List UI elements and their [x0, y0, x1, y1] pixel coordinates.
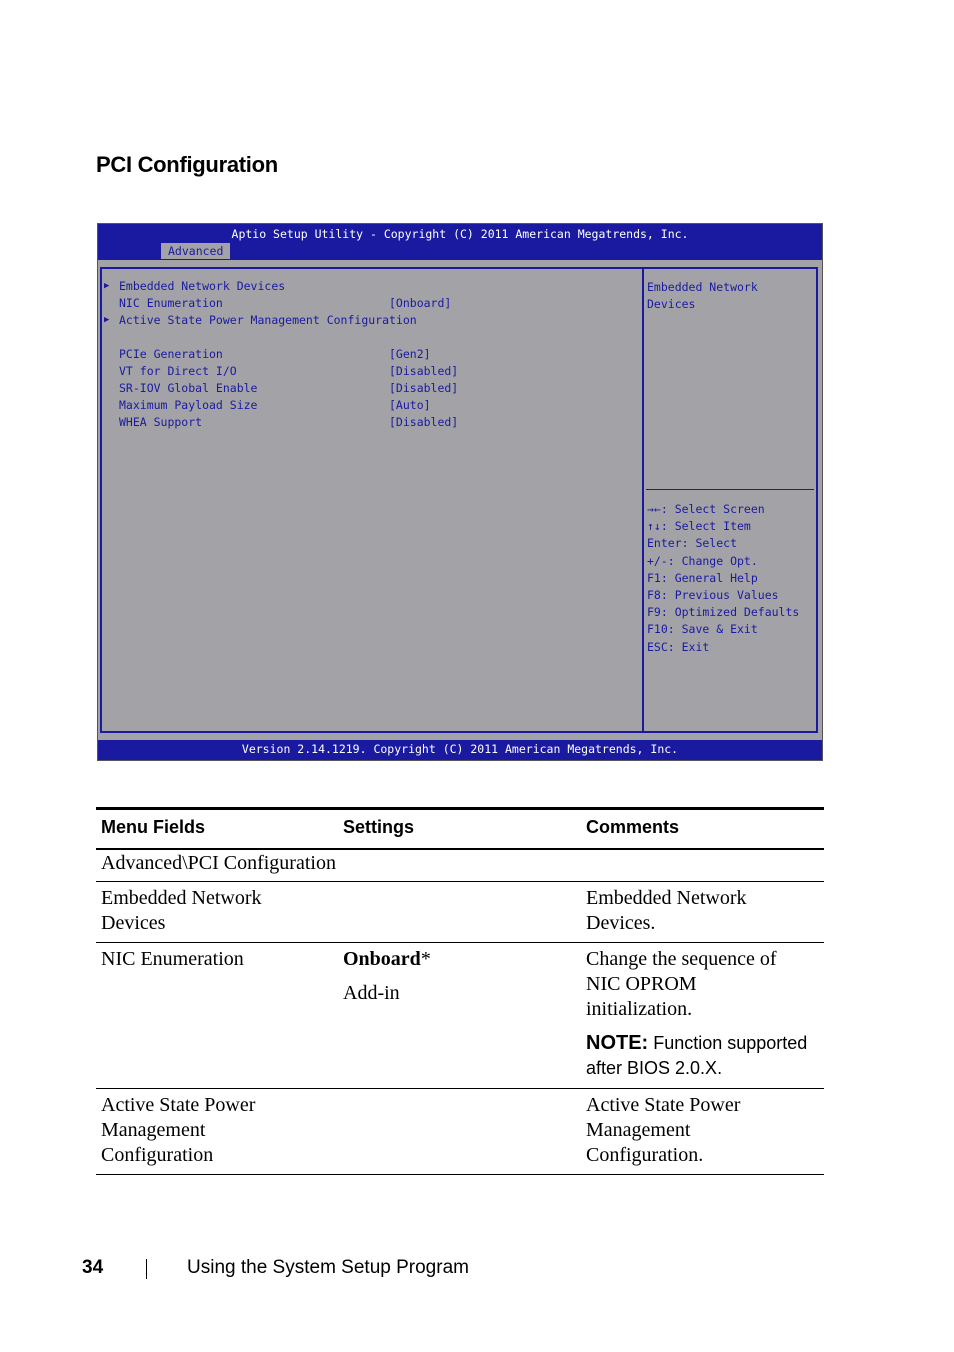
menu-item-vt-direct-io[interactable]	[102, 363, 642, 380]
menu-item-value[interactable]: [Auto]	[389, 398, 431, 412]
table-header	[96, 807, 824, 850]
menu-item-sr-iov[interactable]	[102, 380, 642, 397]
menu-item-value[interactable]: [Gen2]	[389, 347, 431, 361]
menu-item-label: WHEA Support	[119, 415, 203, 429]
menu-item-value[interactable]: [Disabled]	[389, 415, 459, 429]
key-legend-item: F1: General Help	[647, 570, 758, 585]
menu-item-label: Maximum Payload Size	[119, 398, 258, 412]
key-legend-item: →←: Select Screen	[647, 502, 765, 516]
menu-item-label: NIC Enumeration	[119, 296, 223, 310]
bios-title: Aptio Setup Utility - Copyright (C) 2011 American Megatrends, Inc.	[231, 227, 689, 241]
column-header: Comments	[586, 817, 680, 837]
group-label: Advanced\PCI Configuration	[101, 852, 336, 874]
key-legend-item: F8: Previous Values	[647, 588, 779, 603]
chapter-title: Using the System Setup Program	[187, 1257, 469, 1278]
menu-item-pcie-generation[interactable]	[102, 346, 642, 363]
table-row	[96, 943, 824, 1089]
key-legend-item: F9: Optimized Defaults	[647, 605, 800, 620]
alt-setting: Add-in	[343, 982, 400, 1004]
key-legend-item: Enter: Select	[647, 536, 738, 551]
column-header: Settings	[343, 817, 415, 837]
help-description: Embedded Network Devices	[647, 280, 758, 311]
tab-advanced[interactable]: Advanced	[161, 243, 230, 259]
note: NOTE: Function supported after BIOS 2.0.X.	[586, 1032, 808, 1078]
field-name: Embedded Network Devices	[101, 887, 262, 934]
key-legend-item: F10: Save & Exit	[647, 622, 758, 637]
bios-help-panel	[642, 267, 818, 733]
field-name: Active State Power Management Configuration	[101, 1094, 256, 1166]
footer-divider	[146, 1259, 147, 1279]
key-legend-item: ESC: Exit	[647, 639, 710, 654]
menu-item-embedded-network-devices[interactable]	[102, 278, 642, 295]
comment: Embedded Network Devices.	[586, 887, 747, 934]
menu-item-value[interactable]: [Disabled]	[389, 381, 459, 395]
bios-menu-panel	[100, 267, 642, 733]
menu-item-aspm-configuration[interactable]	[102, 312, 642, 329]
key-legend-item: ↑↓: Select Item	[647, 519, 751, 534]
page-number: 34	[82, 1257, 104, 1278]
comment: Change the sequence of NIC OPROM initialization. NOTE: Function supported after BIOS 2.0.X.	[586, 947, 807, 1081]
help-divider	[646, 489, 814, 490]
menu-item-whea-support[interactable]	[102, 414, 642, 431]
default-setting: Onboard	[343, 948, 421, 970]
section-title: PCI Configuration	[96, 152, 278, 177]
table-row	[96, 1089, 824, 1175]
menu-item-label: SR-IOV Global Enable	[119, 381, 258, 395]
menu-item-label: Active State Power Management Configuration	[119, 313, 417, 327]
menu-item-value[interactable]: [Onboard]	[389, 296, 452, 310]
default-marker: *	[420, 948, 431, 970]
table-group-row	[96, 847, 824, 882]
menu-item-max-payload-size[interactable]	[102, 397, 642, 414]
bios-version-bar: Version 2.14.1219. Copyright (C) 2011 American Megatrends, Inc.	[98, 740, 822, 760]
bios-title-bar	[98, 224, 822, 260]
comment: Active State Power Management Configuration.	[586, 1094, 741, 1166]
menu-item-value[interactable]: [Disabled]	[389, 364, 459, 378]
key-legend-item: +/-: Change Opt.	[647, 553, 758, 568]
menu-item-nic-enumeration[interactable]	[102, 295, 642, 312]
menu-item-label: PCIe Generation	[119, 347, 223, 361]
table-row	[96, 882, 824, 943]
menu-item-label: Embedded Network Devices	[119, 279, 286, 293]
bios-screenshot	[97, 223, 823, 761]
submenu-arrow-icon: ▶	[104, 281, 110, 291]
submenu-arrow-icon: ▶	[104, 315, 110, 325]
field-name: NIC Enumeration	[101, 948, 244, 970]
column-header: Menu Fields	[101, 817, 206, 837]
settings	[343, 947, 431, 1006]
menu-item-label: VT for Direct I/O	[119, 364, 237, 378]
key-legend	[647, 501, 799, 656]
